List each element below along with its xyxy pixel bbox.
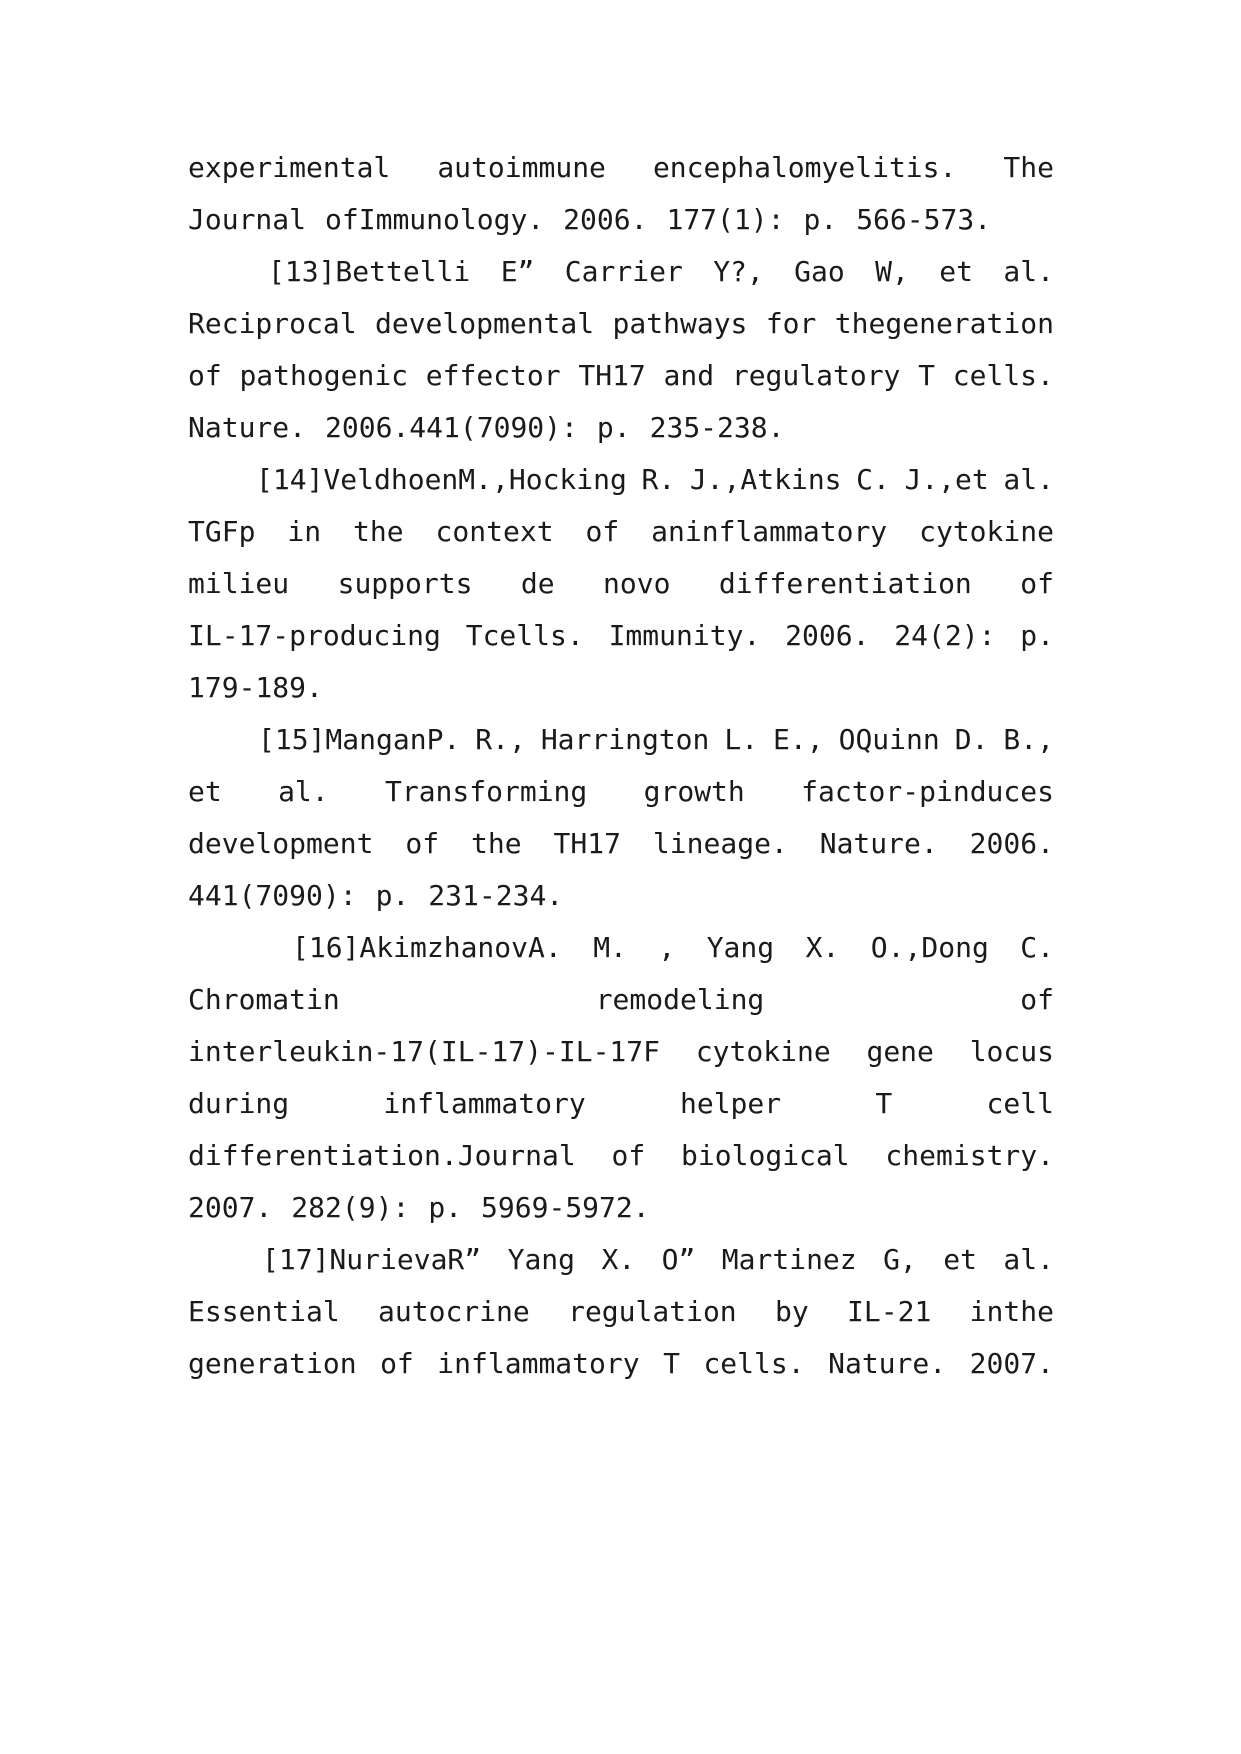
text-line bbox=[188, 668, 1054, 708]
word: regulation bbox=[568, 1295, 737, 1328]
word: cytokine bbox=[695, 1035, 831, 1068]
word: J.,et bbox=[904, 463, 989, 496]
word: supports bbox=[337, 567, 473, 600]
word: TH17 bbox=[553, 827, 621, 860]
word: 5969-5972. bbox=[481, 1191, 650, 1224]
text-line bbox=[188, 200, 1054, 240]
word: 2006. bbox=[785, 619, 870, 652]
word: differentiation.Journal bbox=[188, 1139, 576, 1172]
word: 566-573. bbox=[856, 203, 992, 236]
word: experimental bbox=[188, 151, 391, 184]
word: biological bbox=[681, 1139, 850, 1172]
word: 2006.441(7090): bbox=[325, 411, 578, 444]
text-line bbox=[188, 1136, 1054, 1176]
word: 282(9): bbox=[291, 1191, 410, 1224]
word: development bbox=[188, 827, 374, 860]
word: of bbox=[188, 359, 222, 392]
word: p. bbox=[375, 879, 410, 912]
word: Nature. bbox=[828, 1347, 947, 1380]
word: Immunity. bbox=[608, 619, 761, 652]
word: context bbox=[435, 515, 554, 548]
word: for bbox=[765, 307, 817, 340]
word: factor-pinduces bbox=[801, 775, 1054, 808]
word: Tcells. bbox=[465, 619, 584, 652]
word: 2006. bbox=[969, 827, 1054, 860]
word: [14]VeldhoenM.,Hocking bbox=[256, 463, 627, 496]
word: G, bbox=[883, 1243, 917, 1276]
word: Carrier bbox=[564, 255, 683, 288]
text-line bbox=[188, 304, 1054, 344]
word: et bbox=[188, 775, 222, 808]
word: generation bbox=[188, 1347, 357, 1380]
word: IL-21 bbox=[847, 1295, 932, 1328]
word: cell bbox=[986, 1087, 1054, 1120]
text-line bbox=[188, 1292, 1054, 1332]
text-line bbox=[188, 564, 1054, 604]
word: 2007. bbox=[969, 1347, 1054, 1380]
word: D. bbox=[954, 723, 989, 756]
word: T bbox=[918, 359, 936, 392]
word: of bbox=[1020, 567, 1054, 600]
word: 2007. bbox=[188, 1191, 273, 1224]
word: X. bbox=[601, 1243, 636, 1276]
word: ofImmunology. bbox=[325, 203, 545, 236]
text-line bbox=[188, 1188, 1054, 1228]
word: [16]AkimzhanovA. bbox=[292, 931, 562, 964]
word: Chromatin bbox=[188, 983, 340, 1016]
word: L. bbox=[724, 723, 759, 756]
word: J.,Atkins bbox=[689, 463, 842, 496]
text-line bbox=[188, 980, 1054, 1020]
word: T bbox=[663, 1347, 680, 1380]
word: O” bbox=[661, 1243, 696, 1276]
word: The bbox=[1003, 151, 1054, 184]
word: encephalomyelitis. bbox=[652, 151, 957, 184]
word: and bbox=[663, 359, 715, 392]
word: p. bbox=[1020, 619, 1054, 652]
word: differentiation bbox=[718, 567, 972, 600]
word: of bbox=[405, 827, 440, 860]
word: during bbox=[188, 1087, 290, 1120]
word: W, bbox=[875, 255, 909, 288]
word: Nature. bbox=[188, 411, 307, 444]
text-line bbox=[188, 408, 1054, 448]
word: de bbox=[520, 567, 555, 600]
word: autocrine bbox=[378, 1295, 530, 1328]
text-line bbox=[188, 616, 1054, 656]
word: E” bbox=[500, 255, 535, 288]
word: Reciprocal bbox=[188, 307, 357, 340]
word: Yang bbox=[507, 1243, 576, 1276]
word: Journal bbox=[188, 203, 307, 236]
word: novo bbox=[603, 567, 671, 600]
word: Essential bbox=[188, 1295, 340, 1328]
word: 177(1): bbox=[666, 203, 785, 236]
word: pathways bbox=[612, 307, 748, 340]
word: interleukin-17(IL-17)-IL-17F bbox=[188, 1035, 661, 1068]
word: remodeling bbox=[595, 983, 765, 1016]
word: of bbox=[380, 1347, 414, 1380]
word: al. bbox=[1003, 463, 1054, 496]
word: of bbox=[1020, 983, 1054, 1016]
document-page bbox=[188, 0, 1054, 1754]
word: Yang bbox=[706, 931, 775, 964]
word: X. bbox=[805, 931, 840, 964]
word: et bbox=[939, 255, 973, 288]
word: T bbox=[875, 1087, 893, 1120]
text-line bbox=[188, 356, 1054, 396]
word: cytokine bbox=[919, 515, 1054, 548]
word: Harrington bbox=[540, 723, 710, 756]
word: p. bbox=[596, 411, 631, 444]
word: OQuinn bbox=[838, 723, 940, 756]
word: 231-234. bbox=[428, 879, 564, 912]
word: by bbox=[775, 1295, 809, 1328]
text-line bbox=[188, 876, 1054, 916]
text-line bbox=[258, 720, 1054, 760]
word: al. bbox=[1003, 1243, 1054, 1276]
text-line bbox=[188, 1084, 1054, 1124]
word: [15]ManganP. bbox=[258, 723, 461, 756]
word: Gao bbox=[794, 255, 845, 288]
word: cells. bbox=[703, 1347, 805, 1380]
word: of bbox=[611, 1139, 646, 1172]
word: gene bbox=[866, 1035, 934, 1068]
word: R. bbox=[641, 463, 676, 496]
word: 441(7090): bbox=[188, 879, 357, 912]
text-line bbox=[188, 148, 1054, 188]
word: of bbox=[585, 515, 620, 548]
text-line bbox=[188, 824, 1054, 864]
word: C. bbox=[856, 463, 890, 496]
word: al. bbox=[278, 775, 329, 808]
word: [17]NurievaR” bbox=[262, 1243, 482, 1276]
word: O.,Dong bbox=[870, 931, 989, 964]
text-line bbox=[188, 1344, 1054, 1384]
word: p. bbox=[803, 203, 838, 236]
word: Martinez bbox=[721, 1243, 857, 1276]
text-line bbox=[268, 252, 1054, 292]
word: effector bbox=[425, 359, 561, 392]
word: inthe bbox=[969, 1295, 1054, 1328]
word: TGFp bbox=[188, 515, 256, 548]
word: developmental bbox=[374, 307, 595, 340]
text-line bbox=[188, 512, 1054, 552]
word: E., bbox=[773, 723, 824, 756]
word: milieu bbox=[188, 567, 290, 600]
word: 235-238. bbox=[649, 411, 785, 444]
word: helper bbox=[679, 1087, 782, 1120]
word: M. bbox=[593, 931, 627, 964]
word: et bbox=[943, 1243, 977, 1276]
word: R., bbox=[475, 723, 526, 756]
word: growth bbox=[643, 775, 745, 808]
word: Transforming bbox=[384, 775, 588, 808]
word: IL-17-producing bbox=[188, 619, 441, 652]
word: cells. bbox=[952, 359, 1054, 392]
word: lineage. bbox=[652, 827, 788, 860]
word: B., bbox=[1003, 723, 1054, 756]
word: [13]Bettelli bbox=[268, 255, 471, 288]
word: chemistry. bbox=[885, 1139, 1054, 1172]
word: C. bbox=[1020, 931, 1054, 964]
word: p. bbox=[428, 1191, 463, 1224]
text-line bbox=[188, 1032, 1054, 1072]
word: , bbox=[658, 931, 676, 964]
word: the bbox=[353, 515, 404, 548]
word: aninflammatory bbox=[651, 515, 888, 548]
word: thegeneration bbox=[834, 307, 1054, 340]
word: 2006. bbox=[563, 203, 648, 236]
word: in bbox=[287, 515, 322, 548]
word: Y?, bbox=[713, 255, 764, 288]
text-line bbox=[256, 460, 1054, 500]
word: pathogenic bbox=[239, 359, 409, 392]
word: 179-189. bbox=[188, 671, 323, 704]
word: the bbox=[471, 827, 522, 860]
word: locus bbox=[969, 1035, 1054, 1068]
text-line bbox=[262, 1240, 1054, 1280]
word: TH17 bbox=[578, 359, 646, 392]
word: inflammatory bbox=[437, 1347, 640, 1380]
word: inflammatory bbox=[383, 1087, 586, 1120]
word: al. bbox=[1003, 255, 1054, 288]
text-line bbox=[188, 772, 1054, 812]
word: 24(2): bbox=[894, 619, 996, 652]
text-line bbox=[292, 928, 1054, 968]
word: autoimmune bbox=[437, 151, 606, 184]
word: Nature. bbox=[819, 827, 938, 860]
word: regulatory bbox=[731, 359, 901, 392]
